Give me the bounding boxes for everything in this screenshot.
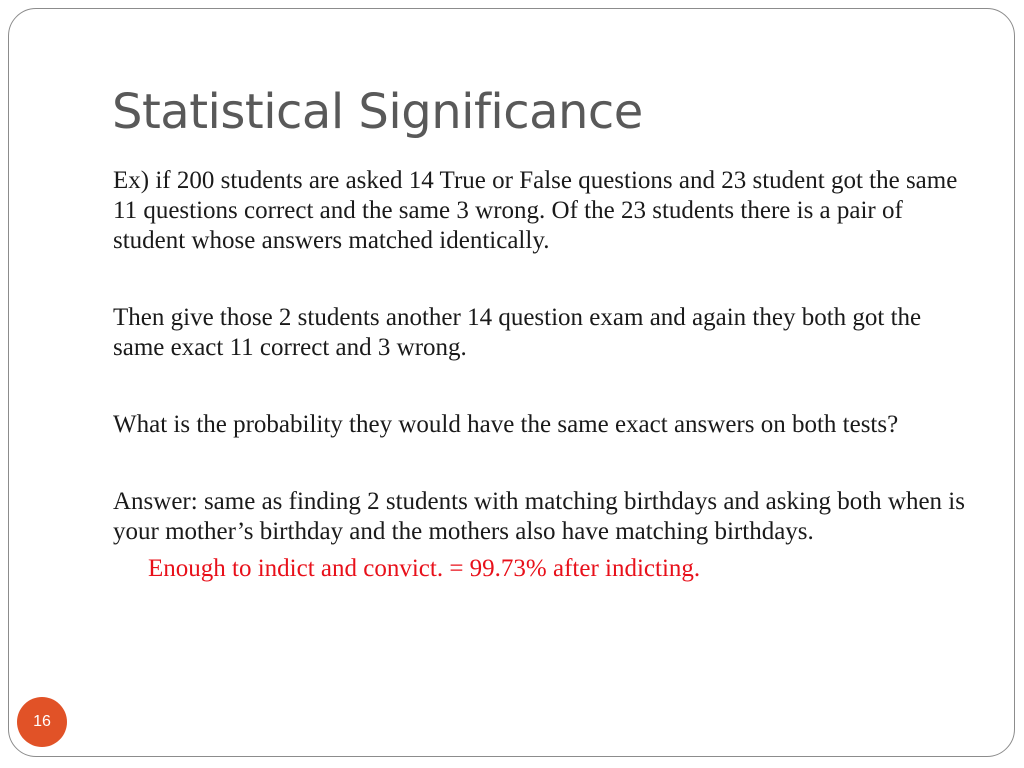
paragraph-question: What is the probability they would have the same exact answers on both tests? [113, 411, 899, 438]
slide-body [113, 166, 973, 584]
paragraph-conclusion: Enough to indict and convict. = 99.73% after indicting. [148, 555, 701, 582]
paragraph-example: Ex) if 200 students are asked 14 True or False questions and 23 student got the same 11 questions correct and the same 3 wrong. Of the 23 students there is a pair of student whose answers matched identically. [113, 167, 958, 254]
paragraph-answer: Answer: same as finding 2 students with matching birthdays and asking both when is your mother’s birthday and the mothers also have matching birthdays. [113, 488, 965, 545]
slide-title: Statistical Significance [112, 84, 643, 140]
page-number-badge: 16 [17, 697, 67, 747]
paragraph-second-exam: Then give those 2 students another 14 question exam and again they both got the same exact 11 correct and 3 wrong. [113, 304, 922, 361]
